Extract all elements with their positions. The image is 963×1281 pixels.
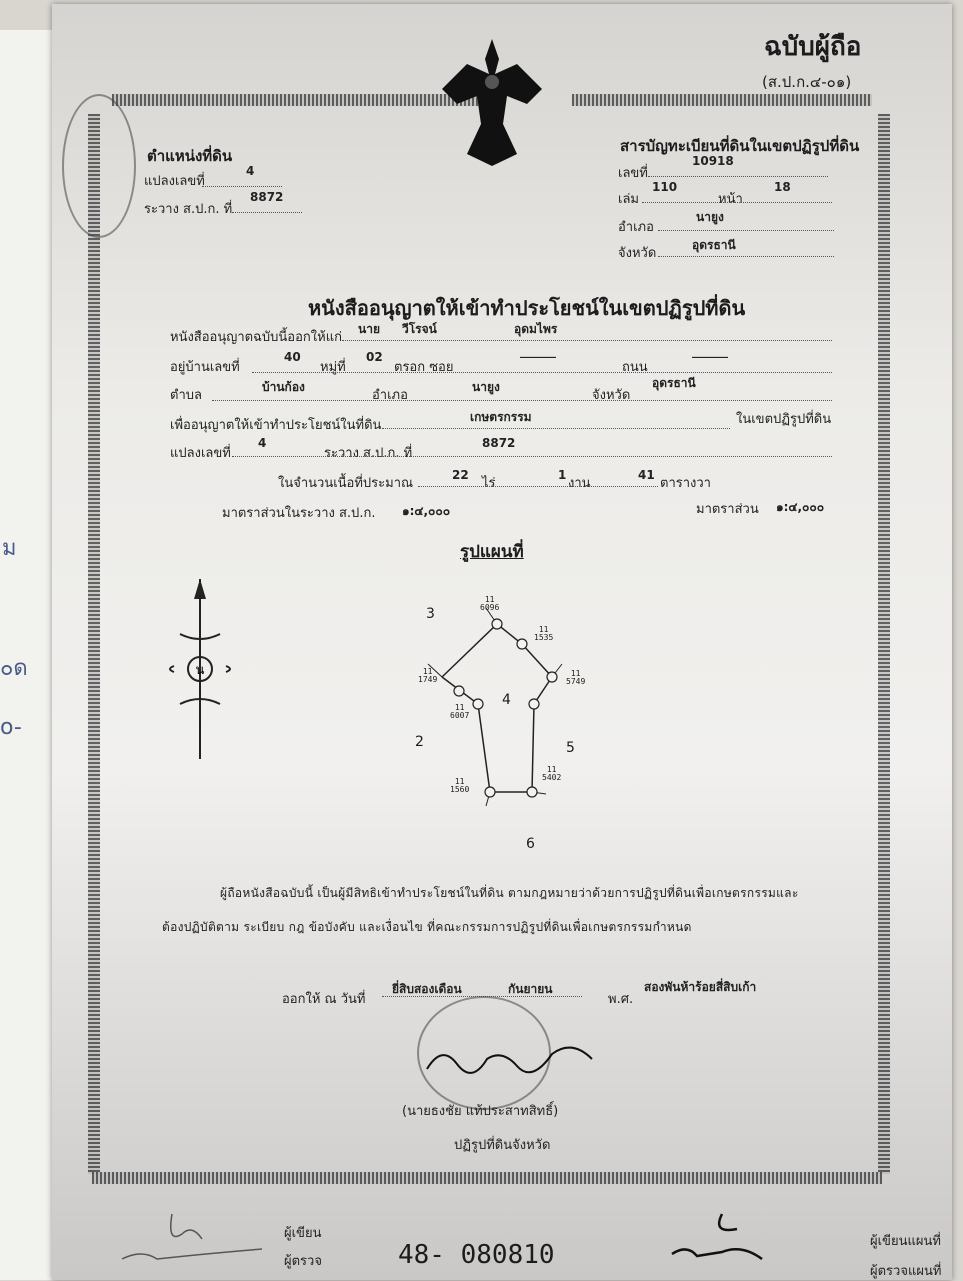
point-label: 11 5749 [566,669,586,686]
garuda-emblem-icon [437,34,547,174]
document-number: 48- 080810 [398,1240,555,1270]
point-label: 11 1535 [534,625,554,642]
year-label: พ.ศ. [608,992,634,1007]
plot-no-value: 4 [246,164,255,178]
checker-label: ผู้ตรวจ [284,1254,322,1269]
book-value: 110 [652,180,678,194]
ngan-value: 1 [558,468,567,482]
form-code: (ส.ป.ก.๔-๐๑) [762,73,852,91]
changwat-label: จังหวัด [592,388,631,403]
page-label: หน้า [718,192,743,207]
moo-label: หมู่ที่ [320,360,346,375]
last-name: อุดมไพร [514,322,558,336]
plot-no-label: แปลงเลขที่ [144,174,205,189]
house-no-label: อยู่บ้านเลขที่ [170,360,240,375]
scale-sheet-value: ๑:๔,๐๐๐ [402,504,451,518]
purpose-value: เกษตรกรรม [470,410,532,424]
reg-no-value: 10918 [692,154,734,168]
point-label: 11 1560 [450,777,470,794]
amphoe-label: อำเภอ [372,388,408,403]
sheet-no-label: ระวาง ส.ป.ก. ที่ [144,202,233,217]
survey-point [454,686,464,696]
survey-point [492,619,502,629]
district-line [658,230,834,231]
name-prefix: นาย [358,322,380,336]
road-label: ถนน [622,360,648,375]
first-name: วีโรจน์ [402,322,437,336]
district-label: อำเภอ [618,220,654,235]
location-line [212,400,832,401]
reg-no-label: เลขที่ [618,166,648,181]
north-compass-icon [160,574,240,764]
sheet-no-line [232,212,302,213]
province-line [658,256,834,257]
background-handwriting: ๐ด [0,656,28,681]
purpose-label: เพื่ออนุญาตให้เข้าทำประโยชน์ในที่ดิน [170,418,382,433]
rights-clause-2: ต้องปฏิบัติตาม ระเบียบ กฎ ข้อบังคับ และเงื่อนไข ที่คณะกรรมการปฏิรูปที่ดินเพื่อเกษตรกรรมกำหนด [162,920,692,934]
neighbor-plot-3: 3 [426,606,435,622]
tambon-label: ตำบล [170,388,202,403]
soi-label: ตรอก ซอย [394,360,454,375]
compass-letter: น [195,663,205,678]
moo-value: 02 [366,350,383,364]
plot-value: 4 [258,436,267,450]
area-label: ในจำนวนเนื้อที่ประมาณ [278,476,414,491]
road-value: ______ [692,344,728,358]
wa-label: ตารางวา [660,476,711,491]
point-label: 11 5402 [542,765,562,782]
sheet-label: ระวาง ส.ป.ก. ที่ [324,446,413,461]
issued-month: กันยายน [508,982,553,996]
soi-value: ______ [520,344,556,358]
land-permit-document [52,4,952,1280]
top-border-left [112,94,492,106]
handwritten-mark-icon [652,1204,802,1274]
signer-title: ปฏิรูปที่ดินจังหวัด [454,1138,551,1153]
survey-point [485,787,495,797]
signer-name: (นายธงชัย แท้ประสาทสิทธิ์) [402,1104,559,1119]
rai-label: ไร่ [482,476,496,491]
background-handwriting: ม [2,536,17,561]
point-label: 11 6096 [480,595,500,612]
plot-no-line [202,186,282,187]
issued-day: ยี่สิบสองเดือน [392,982,462,996]
handwritten-initials-icon [112,1204,272,1274]
ngan-label: งาน [568,476,591,491]
this-plot-4: 4 [502,692,511,708]
book-label: เล่ม [618,192,639,207]
registry-section-title: สารบัญทะเบียนที่ดินในเขตปฏิรูปที่ดิน [620,137,860,155]
survey-point [527,787,537,797]
page-value: 18 [774,180,791,194]
parcel-map [402,584,622,814]
map-checker-label: ผู้ตรวจแผนที่ [870,1264,942,1279]
location-section-title: ตำแหน่งที่ดิน [147,147,233,165]
plot-label: แปลงเลขที่ [170,446,231,461]
zone-label: ในเขตปฏิรูปที่ดิน [736,412,832,427]
survey-point [547,672,557,682]
tambon-value: บ้านก้อง [262,380,305,394]
map-title: รูปแผนที่ [460,542,524,562]
left-border [88,114,100,1174]
top-border-right [572,94,872,106]
right-border [878,114,890,1174]
survey-point [473,699,483,709]
house-no-value: 40 [284,350,301,364]
province-value: อุดรธานี [692,238,736,252]
neighbor-plot-6: 6 [526,836,535,852]
bottom-border [92,1172,882,1184]
area-line [418,486,658,487]
scale-value: ๑:๔,๐๐๐ [776,500,825,514]
signature-icon [422,1034,602,1084]
issued-year: สองพันห้าร้อยสี่สิบเก้า [644,980,757,994]
issued-date-label: ออกให้ ณ วันที่ [282,992,366,1007]
copy-label: ฉบับผู้ถือ [764,32,862,62]
changwat-value: อุดรธานี [652,376,696,390]
scale-label: มาตราส่วน [696,502,759,517]
address-line [252,372,832,373]
issued-to-label: หนังสืออนุญาตฉบับนี้ออกให้แก่ [170,330,342,345]
district-value: นายูง [696,210,724,224]
survey-point [517,639,527,649]
book-page-line [642,202,832,203]
scale-sheet-label: มาตราส่วนในระวาง ส.ป.ก. [222,506,376,521]
neighbor-plot-2: 2 [415,734,424,750]
purpose-line [382,428,730,429]
document-title: หนังสืออนุญาตให้เข้าทำประโยชน์ในเขตปฏิรูปที่ดิน [308,296,746,320]
sheet-no-value: 8872 [250,190,284,204]
neighbor-plot-5: 5 [566,740,575,756]
seal-stamp-top [62,94,136,238]
background-handwriting: o- [0,715,22,740]
plot-line [232,456,832,457]
wa-value: 41 [638,468,655,482]
rai-value: 22 [452,468,469,482]
sheet-value: 8872 [482,436,516,450]
province-label: จังหวัด [618,246,657,261]
survey-point [529,699,539,709]
map-writer-label: ผู้เขียนแผนที่ [870,1234,941,1249]
point-label: 11 6007 [450,703,470,720]
reg-no-line [648,176,828,177]
amphoe-value: นายูง [472,380,500,394]
point-label: 11 1749 [418,667,438,684]
rights-clause-1: ผู้ถือหนังสือฉบับนี้ เป็นผู้มีสิทธิเข้าทำประโยชน์ในที่ดิน ตามกฎหมายว่าด้วยการปฏิรูปที่ดินเพื่อเกษตรกรรมและ [220,886,799,900]
name-line [342,340,832,341]
writer-label: ผู้เขียน [284,1226,322,1241]
